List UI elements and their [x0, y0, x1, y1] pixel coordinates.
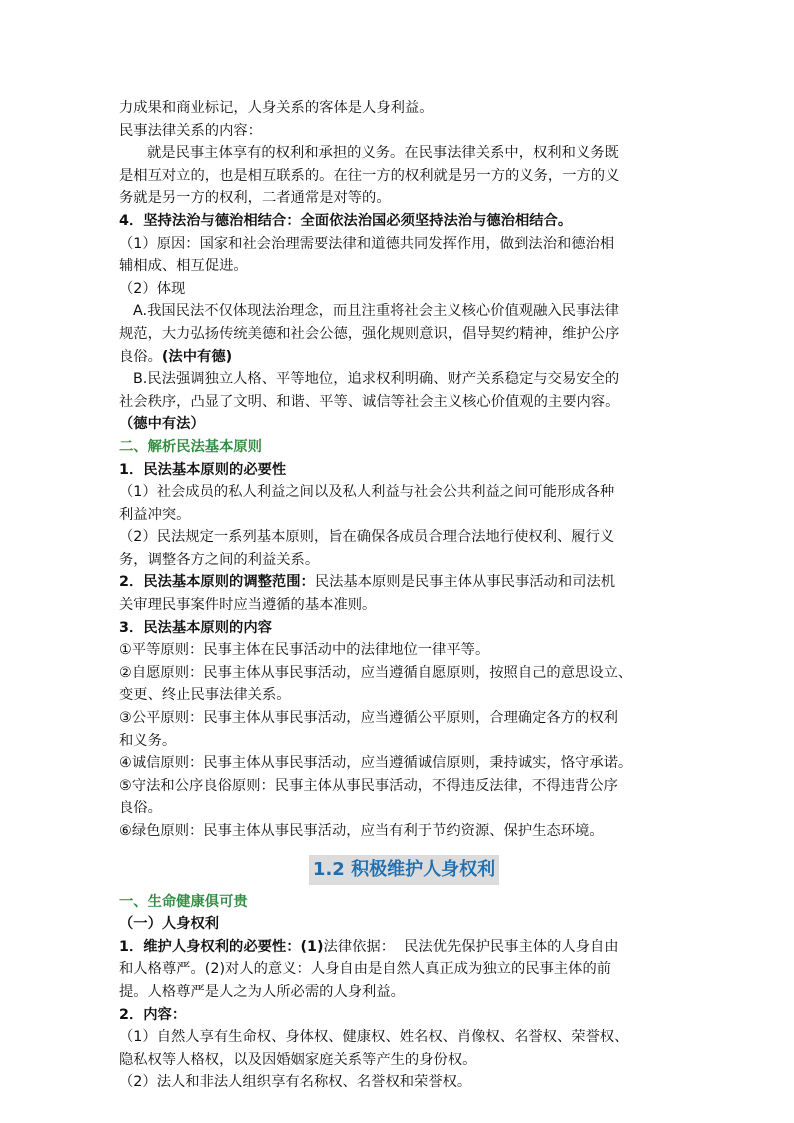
paragraph-line: 辅相成、相互促进。	[119, 258, 248, 275]
paragraph-line: A.我国民法不仅体现法治理念，而且注重将社会主义核心价值观融入民事法律	[133, 303, 619, 320]
section-heading: 一、生命健康俱可贵	[119, 893, 248, 910]
paragraph-line: （2）民法规定一系列基本原则，旨在确保各成员合理合法地行使权利、履行义	[119, 529, 615, 546]
paragraph-line	[119, 571, 689, 594]
document-body	[119, 97, 689, 1094]
paragraph-line: ④诚信原则：民事主体从事民事活动，应当遵循诚信原则，秉持诚实，恪守承诺。	[119, 755, 633, 772]
paragraph-line: 是相互对立的，也是相互联系的。在往一方的权利就是另一方的义务，一方的义	[119, 167, 620, 184]
paragraph-line: （2）体现	[119, 280, 186, 297]
paragraph-line: ⑥绿色原则：民事主体从事民事活动，应当有利于节约资源、保护生态环境。	[119, 823, 604, 839]
paragraph-line: 务，调整各方之间的利益关系。	[119, 551, 320, 568]
paragraph-line: 变更、终止民事法律关系。	[119, 687, 291, 704]
paragraph-line: 利益冲突。	[119, 506, 191, 523]
emphasis-line: （德中有法）	[119, 416, 205, 433]
paragraph-line: 务就是另一方的权利，二者通常是对等的。	[119, 190, 391, 207]
paragraph-line: ③公平原则：民事主体从事民事活动，应当遵循公平原则，合理确定各方的权利	[119, 710, 618, 727]
emphasis-text: (法中有德)	[161, 348, 233, 365]
paragraph-line: 规范，大力弘扬传统美德和社会公德，强化规则意识，倡导契约精神，维护公序	[119, 325, 620, 342]
paragraph-line: B.民法强调独立人格、平等地位，追求权利明确、财产关系稳定与交易安全的	[133, 371, 620, 388]
paragraph-line: 就是民事主体享有的权利和承担的义务。在民事法律关系中，权利和义务既	[147, 145, 619, 162]
paragraph-line	[119, 346, 689, 369]
paragraph-text: 民法基本原则是民事主体从事民事活动和司法机	[314, 574, 616, 591]
paragraph-line: 隐私权等人格权，以及因婚姻家庭关系等产生的身份权。	[119, 1051, 477, 1068]
paragraph-line: 力成果和商业标记，人身关系的客体是人身利益。	[119, 100, 434, 116]
subheading: 3．民法基本原则的内容	[119, 619, 272, 636]
paragraph-line: （2）法人和非法人组织享有名称权、名誉权和荣誉权。	[119, 1074, 472, 1091]
subheading: 2．民法基本原则的调整范围：	[119, 574, 315, 591]
paragraph-line: ①平等原则：民事主体在民事活动中的法律地位一律平等。	[119, 642, 490, 659]
paragraph-line: （1）原因：国家和社会治理需要法律和道德共同发挥作用，做到法治和德治相	[119, 235, 615, 252]
paragraph-line: 和人格尊严。(2)对人的意义：人身自由是自然人真正成为独立的民事主体的前	[119, 961, 612, 978]
paragraph-line: ②自愿原则：民事主体从事民事活动，应当遵循自愿原则，按照自己的意思设立、	[119, 664, 633, 681]
subheading: 2．内容：	[119, 1006, 187, 1023]
section-title-wrap	[119, 855, 689, 887]
paragraph-line: 和义务。	[119, 732, 177, 749]
paragraph-line	[119, 936, 689, 959]
paragraph-line: 提。人格尊严是人之为人所必需的人身利益。	[119, 983, 405, 1000]
subheading: 1．维护人身权利的必要性：(1)	[119, 938, 324, 955]
heading-line: 4．坚持法治与德治相结合：全面依法治国必须坚持法治与德治相结合。	[119, 212, 573, 229]
section-heading: 二、解析民法基本原则	[119, 438, 262, 455]
paragraph-line: 良俗。	[119, 800, 162, 817]
paragraph-line: ⑤守法和公序良俗原则：民事主体从事民事活动，不得违反法律，不得违背公序	[119, 777, 618, 794]
paragraph-line: （1）自然人享有生命权、身体权、健康权、姓名权、肖像权、名誉权、荣誉权、	[119, 1029, 629, 1046]
paragraph-text: 法律依据： 民法优先保护民事主体的人身自由	[323, 938, 619, 955]
paragraph-line: 关审理民事案件时应当遵循的基本准则。	[119, 597, 377, 614]
paragraph-line: 社会秩序，凸显了文明、和谐、平等、诚信等社会主义核心价值观的主要内容。	[119, 393, 620, 410]
paragraph-line: （1）社会成员的私人利益之间以及私人利益与社会公共利益之间可能形成各种	[119, 484, 615, 501]
subheading: 1．民法基本原则的必要性	[119, 461, 287, 478]
paragraph-line: 民事法律关系的内容：	[119, 122, 262, 139]
section-title: 1.2 积极维护人身权利	[309, 855, 499, 885]
paragraph-text: 良俗。	[119, 348, 162, 365]
subheading: （一）人身权利	[119, 916, 220, 933]
